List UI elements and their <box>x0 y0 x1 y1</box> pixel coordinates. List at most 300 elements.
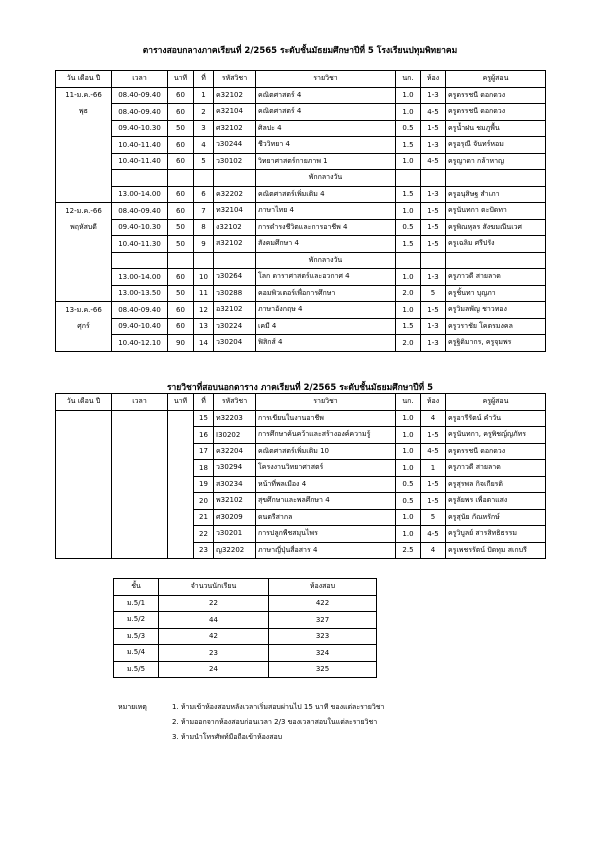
table-cell: 1.0 <box>396 427 421 444</box>
table-cell: ว30201 <box>214 526 256 543</box>
table-cell: โลก ดาราศาสตร์และอวกาศ 4 <box>256 269 396 286</box>
table-cell: 60 <box>168 318 194 335</box>
table-row <box>56 236 546 253</box>
column-header: ครูผู้สอน <box>446 394 546 411</box>
table-cell: ม.5/3 <box>114 628 159 645</box>
table-cell: 1-5 <box>421 476 446 493</box>
table-cell: ว30294 <box>214 460 256 477</box>
table-cell: ส32102 <box>214 236 256 253</box>
table-cell: 1-3 <box>421 87 446 104</box>
table-cell: ครูสุรพล กิจเกียรติ <box>446 476 546 493</box>
table-cell: วิทยาศาสตร์กายภาพ 1 <box>256 153 396 170</box>
table-cell: ครูวราชัย โคตรมงคล <box>446 318 546 335</box>
date-cell <box>56 120 112 137</box>
table-cell: ครูวิมลพัญ ชาวทอง <box>446 302 546 319</box>
table-cell: ครูพิณหุลร สังฆมณีนเวศ <box>446 219 546 236</box>
table-cell: 08.40-09.40 <box>112 203 168 220</box>
table-cell: 10.40-11.40 <box>112 153 168 170</box>
table-cell: 1.5 <box>396 186 421 203</box>
table-cell: ญ32202 <box>214 542 256 559</box>
table-cell: 24 <box>159 661 269 678</box>
table-row <box>114 612 377 629</box>
date-cell <box>56 170 112 187</box>
empty-cell <box>112 427 168 444</box>
table-cell: 1-5 <box>421 302 446 319</box>
empty-cell <box>168 427 194 444</box>
note-item: 2. ห้ามออกจากห้องสอบก่อนเวลา 2/3 ของเวลาสอบในแต่ละรายวิชา <box>172 718 378 726</box>
table-cell: ครูสุนัย กัณหรักษ์ <box>446 509 546 526</box>
table-cell: ศ30209 <box>214 509 256 526</box>
empty-cell <box>396 252 421 269</box>
empty-cell <box>112 493 168 510</box>
table-cell: ม.5/4 <box>114 645 159 662</box>
table-row <box>56 120 546 137</box>
empty-cell <box>421 252 446 269</box>
table-cell: ม.5/1 <box>114 595 159 612</box>
note-item: 1. ห้ามเข้าห้องสอบหลังเวลาเริ่มสอบผ่านไป 15 นาที ของแต่ละรายวิชา <box>172 703 385 711</box>
table-cell: 1-3 <box>421 318 446 335</box>
empty-cell <box>168 493 194 510</box>
table-cell: 4-5 <box>421 443 446 460</box>
table-cell: 13 <box>194 318 214 335</box>
table-row <box>56 427 546 444</box>
table-row <box>114 661 377 678</box>
table-cell: สังคมศึกษา 4 <box>256 236 396 253</box>
table-cell: 4 <box>421 542 446 559</box>
table-cell: 13.00-14.00 <box>112 186 168 203</box>
date-cell <box>56 335 112 352</box>
table-row <box>56 170 546 187</box>
table-cell: ครูอรุณี จันทร์หอม <box>446 137 546 154</box>
note-item: 3. ห้ามนำโทรศัพท์มือถือเข้าห้องสอบ <box>172 733 283 741</box>
table-cell: ครูนันทกา, ครูพิชญ์ญภัทร <box>446 427 546 444</box>
empty-cell <box>168 542 194 559</box>
table-row <box>56 269 546 286</box>
table-cell: เคมี 4 <box>256 318 396 335</box>
column-header: นก. <box>396 394 421 411</box>
table-cell: 10.40-12.10 <box>112 335 168 352</box>
table-cell: 1 <box>194 87 214 104</box>
table-cell: ครูดรรชนี ดอกดวง <box>446 87 546 104</box>
table-cell: ศิลปะ 4 <box>256 120 396 137</box>
empty-cell <box>56 427 112 444</box>
table-cell: 323 <box>269 628 377 645</box>
table-cell: ค32204 <box>214 443 256 460</box>
table-cell: ว30288 <box>214 285 256 302</box>
table-cell: 0.5 <box>396 120 421 137</box>
table-cell: 60 <box>168 203 194 220</box>
table-cell: 7 <box>194 203 214 220</box>
lunch-break-cell: พักกลางวัน <box>256 170 396 187</box>
table-cell: ภาษาญี่ปุ่นสื่อสาร 4 <box>256 542 396 559</box>
column-header: นาที <box>168 71 194 88</box>
table-cell: ส30234 <box>214 476 256 493</box>
table-cell: 10.40-11.30 <box>112 236 168 253</box>
table-cell: ว30224 <box>214 318 256 335</box>
date-cell: 11-ม.ค.-66 <box>56 87 112 104</box>
table-cell: 8 <box>194 219 214 236</box>
column-header: ห้อง <box>421 394 446 411</box>
table-cell: 4-5 <box>421 153 446 170</box>
table-cell: 23 <box>194 542 214 559</box>
table-cell: ว30204 <box>214 335 256 352</box>
table-cell: การดำรงชีวิตและการอาชีพ 4 <box>256 219 396 236</box>
table-cell: 4-5 <box>421 104 446 121</box>
table-cell: 1.0 <box>396 269 421 286</box>
column-header: วัน เดือน ปี <box>56 394 112 411</box>
empty-cell <box>112 252 168 269</box>
table-cell: 2 <box>194 104 214 121</box>
column-header: วัน เดือน ปี <box>56 71 112 88</box>
table-cell: 17 <box>194 443 214 460</box>
table-cell: ภาษาไทย 4 <box>256 203 396 220</box>
date-cell <box>56 269 112 286</box>
table-row <box>114 628 377 645</box>
empty-cell <box>56 493 112 510</box>
table-cell: ครูน้ำฝน ชมภูพื้น <box>446 120 546 137</box>
table-cell: คณิตศาสตร์เพิ่มเติม 10 <box>256 443 396 460</box>
table-cell: 08.40-09.40 <box>112 104 168 121</box>
table-cell: ศ32102 <box>214 120 256 137</box>
table-cell: ว30264 <box>214 269 256 286</box>
table-cell: 2.5 <box>396 542 421 559</box>
table-cell: 1.0 <box>396 410 421 427</box>
table-cell: ภาษาอังกฤษ 4 <box>256 302 396 319</box>
table-cell: 50 <box>168 219 194 236</box>
table-cell: 09.40-10.30 <box>112 120 168 137</box>
table-cell: พ32102 <box>214 493 256 510</box>
table-cell: ดนตรีสากล <box>256 509 396 526</box>
date-cell <box>56 137 112 154</box>
out-of-schedule-table <box>55 393 546 559</box>
empty-cell <box>56 460 112 477</box>
table-cell: ท32203 <box>214 410 256 427</box>
table-cell: 2.0 <box>396 285 421 302</box>
column-header: รหัสวิชา <box>214 394 256 411</box>
date-cell: 13-ม.ค.-66 <box>56 302 112 319</box>
lunch-break-cell: พักกลางวัน <box>256 252 396 269</box>
table-cell: 60 <box>168 104 194 121</box>
empty-cell <box>446 170 546 187</box>
table-cell: ครูนันทกา ตะปัดทา <box>446 203 546 220</box>
table-cell: การปลูกพืชสมุนไพร <box>256 526 396 543</box>
table-row <box>114 645 377 662</box>
table-cell: 1.0 <box>396 302 421 319</box>
table-cell: 1-5 <box>421 203 446 220</box>
date-cell <box>56 153 112 170</box>
table-cell: 5 <box>194 153 214 170</box>
table-cell: 1.0 <box>396 104 421 121</box>
table-cell: 18 <box>194 460 214 477</box>
table-cell: 2.0 <box>396 335 421 352</box>
table-cell: 60 <box>168 137 194 154</box>
empty-cell <box>56 542 112 559</box>
table-cell: 10 <box>194 269 214 286</box>
table-cell: 1.5 <box>396 137 421 154</box>
table-cell: 13.00-13.50 <box>112 285 168 302</box>
empty-cell <box>56 443 112 460</box>
table-cell: ครูเฉลิม ศรีปรัง <box>446 236 546 253</box>
table-cell: 22 <box>159 595 269 612</box>
empty-cell <box>446 252 546 269</box>
midterm-schedule-table <box>55 70 546 352</box>
column-header: นก. <box>396 71 421 88</box>
table-cell: 1-3 <box>421 137 446 154</box>
table-cell: ชีววิทยา 4 <box>256 137 396 154</box>
table-cell: 20 <box>194 493 214 510</box>
date-cell <box>56 186 112 203</box>
table-cell: 44 <box>159 612 269 629</box>
column-header: ห้องสอบ <box>269 579 377 596</box>
table-row <box>56 87 546 104</box>
table-cell: คณิตศาสตร์ 4 <box>256 104 396 121</box>
table-row <box>56 493 546 510</box>
table-row <box>56 335 546 352</box>
table-cell: สุขศึกษาและพลศึกษา 4 <box>256 493 396 510</box>
table-cell: 12 <box>194 302 214 319</box>
table-row <box>56 410 546 427</box>
table-cell: 42 <box>159 628 269 645</box>
table-row <box>56 285 546 302</box>
empty-cell <box>112 476 168 493</box>
table-row <box>56 526 546 543</box>
table-cell: 16 <box>194 427 214 444</box>
empty-cell <box>168 460 194 477</box>
table-cell: 09.40-10.30 <box>112 219 168 236</box>
table-row <box>56 318 546 335</box>
column-header: ที่ <box>194 394 214 411</box>
empty-cell <box>214 252 256 269</box>
table-cell: 5 <box>421 285 446 302</box>
table-cell: 1-5 <box>421 236 446 253</box>
date-cell: 12-ม.ค.-66 <box>56 203 112 220</box>
exam-room-table <box>113 578 377 678</box>
table-cell: ครูดรรชนี ดอกดวง <box>446 443 546 460</box>
table-cell: ครูภาวดี สายลาด <box>446 460 546 477</box>
date-cell: พฤหัสบดี <box>56 219 112 236</box>
table-cell: 50 <box>168 120 194 137</box>
table-cell: ค32104 <box>214 104 256 121</box>
empty-cell <box>168 526 194 543</box>
table-row <box>56 252 546 269</box>
table-cell: I30202 <box>214 427 256 444</box>
table-cell: 60 <box>168 302 194 319</box>
table-cell: 1.0 <box>396 87 421 104</box>
empty-cell <box>168 509 194 526</box>
column-header: รหัสวิชา <box>214 71 256 88</box>
table-cell: ครูวิบูลย์ สารสิทธิธรรม <box>446 526 546 543</box>
table-row <box>56 302 546 319</box>
table-cell: 4 <box>194 137 214 154</box>
table-cell: 1 <box>421 460 446 477</box>
table-cell: ม.5/5 <box>114 661 159 678</box>
table-row <box>56 219 546 236</box>
column-header: รายวิชา <box>256 71 396 88</box>
table-cell: คณิตศาสตร์ 4 <box>256 87 396 104</box>
table-cell: 327 <box>269 612 377 629</box>
empty-cell <box>56 410 112 427</box>
table-cell: 1-5 <box>421 427 446 444</box>
table-cell: 1-5 <box>421 219 446 236</box>
table-cell: การศึกษาค้นคว้าและสร้างองค์ความรู้ <box>256 427 396 444</box>
column-header: ห้อง <box>421 71 446 88</box>
empty-cell <box>112 526 168 543</box>
column-header: เวลา <box>112 394 168 411</box>
table-cell: การเขียนในงานอาชีพ <box>256 410 396 427</box>
empty-cell <box>214 170 256 187</box>
table-cell: อ32102 <box>214 302 256 319</box>
table-cell: 60 <box>168 269 194 286</box>
table-cell: 21 <box>194 509 214 526</box>
table-cell: ครูเพชรรัตน์ ปัดทุม สเกบรี <box>446 542 546 559</box>
exam-schedule-title: ตารางสอบกลางภาคเรียนที่ 2/2565 ระดับชั้นมัธยมศึกษาปีที่ 5 โรงเรียนปทุมพิทยาคม <box>142 46 458 56</box>
table-cell: 0.5 <box>396 493 421 510</box>
table-cell: 4 <box>421 410 446 427</box>
empty-cell <box>112 509 168 526</box>
table-cell: 19 <box>194 476 214 493</box>
table-cell: ม.5/2 <box>114 612 159 629</box>
table-cell: ท32104 <box>214 203 256 220</box>
table-row <box>56 203 546 220</box>
date-cell <box>56 252 112 269</box>
empty-cell <box>56 509 112 526</box>
table-row <box>56 186 546 203</box>
table-cell: 22 <box>194 526 214 543</box>
table-cell: ครูอนุสิษฐ สำเภา <box>446 186 546 203</box>
table-cell: 1-3 <box>421 269 446 286</box>
table-cell: คอมพิวเตอร์เพื่อการศึกษา <box>256 285 396 302</box>
table-cell: 1.0 <box>396 460 421 477</box>
table-row <box>56 460 546 477</box>
table-cell: 1.0 <box>396 509 421 526</box>
table-cell: คณิตศาสตร์เพิ่มเติม 4 <box>256 186 396 203</box>
table-cell: 50 <box>168 285 194 302</box>
table-cell: ครูญาดา กล้าหาญ <box>446 153 546 170</box>
column-header: ชั้น <box>114 579 159 596</box>
table-cell: 09.40-10.40 <box>112 318 168 335</box>
table-cell: 60 <box>168 186 194 203</box>
table-cell: 1-5 <box>421 120 446 137</box>
table-cell: 6 <box>194 186 214 203</box>
empty-cell <box>168 476 194 493</box>
column-header: เวลา <box>112 71 168 88</box>
table-cell: 0.5 <box>396 476 421 493</box>
empty-cell <box>168 252 194 269</box>
table-cell: 08.40-09.40 <box>112 302 168 319</box>
table-cell: 1.0 <box>396 526 421 543</box>
table-cell: 9 <box>194 236 214 253</box>
table-cell: 1-3 <box>421 186 446 203</box>
table-cell: 324 <box>269 645 377 662</box>
table-cell: 90 <box>168 335 194 352</box>
empty-cell <box>396 170 421 187</box>
column-header: ครูผู้สอน <box>446 71 546 88</box>
table-row <box>114 595 377 612</box>
table-row <box>56 137 546 154</box>
table-row <box>56 153 546 170</box>
empty-cell <box>168 410 194 427</box>
table-cell: 4-5 <box>421 526 446 543</box>
table-cell: 1.0 <box>396 443 421 460</box>
table-cell: 60 <box>168 153 194 170</box>
date-cell <box>56 285 112 302</box>
table-cell: ว30102 <box>214 153 256 170</box>
table-cell: ง32102 <box>214 219 256 236</box>
table-cell: ครูชิ้นทา บุญภา <box>446 285 546 302</box>
table-cell: 50 <box>168 236 194 253</box>
table-cell: 23 <box>159 645 269 662</box>
table-cell: ค32102 <box>214 87 256 104</box>
date-cell: พุธ <box>56 104 112 121</box>
table-cell: 10.40-11.40 <box>112 137 168 154</box>
empty-cell <box>194 252 214 269</box>
date-cell <box>56 236 112 253</box>
table-cell: 0.5 <box>396 219 421 236</box>
empty-cell <box>168 170 194 187</box>
table-cell: 15 <box>194 410 214 427</box>
table-row <box>56 542 546 559</box>
table-cell: 5 <box>421 509 446 526</box>
column-header: ที่ <box>194 71 214 88</box>
empty-cell <box>112 460 168 477</box>
empty-cell <box>112 170 168 187</box>
table-cell: 14 <box>194 335 214 352</box>
column-header: จำนวนนักเรียน <box>159 579 269 596</box>
table-cell: 13.00-14.00 <box>112 269 168 286</box>
table-cell: ครูภาวดี สายลาด <box>446 269 546 286</box>
date-cell: ศุกร์ <box>56 318 112 335</box>
table-cell: ครูฐิติมากร, ครูจุมพร <box>446 335 546 352</box>
table-cell: 08.40-09.40 <box>112 87 168 104</box>
table-cell: ครูอารีรัตน์ คำวัน <box>446 410 546 427</box>
table-row <box>56 104 546 121</box>
table-cell: 1.0 <box>396 203 421 220</box>
table-cell: 1-3 <box>421 335 446 352</box>
table-cell: ครูดรรชนี ดอกดวง <box>446 104 546 121</box>
empty-cell <box>112 443 168 460</box>
table-cell: 1-5 <box>421 493 446 510</box>
table-cell: 422 <box>269 595 377 612</box>
table-cell: 3 <box>194 120 214 137</box>
table-row <box>56 509 546 526</box>
table-row <box>56 443 546 460</box>
table-cell: 1.5 <box>396 318 421 335</box>
table-cell: โครงงานวิทยาศาสตร์ <box>256 460 396 477</box>
column-header: นาที <box>168 394 194 411</box>
table-cell: ฟิสิกส์ 4 <box>256 335 396 352</box>
empty-cell <box>112 542 168 559</box>
table-cell: 60 <box>168 87 194 104</box>
notes-label: หมายเหตุ <box>118 703 147 711</box>
empty-cell <box>421 170 446 187</box>
table-cell: ว30244 <box>214 137 256 154</box>
empty-cell <box>112 410 168 427</box>
table-cell: หน้าที่พลเมือง 4 <box>256 476 396 493</box>
table-cell: 11 <box>194 285 214 302</box>
empty-cell <box>56 526 112 543</box>
out-of-schedule-title: รายวิชาที่สอบนอกตาราง ภาคเรียนที่ 2/2565 ระดับชั้นมัธยมศึกษาปีที่ 5 <box>166 383 434 393</box>
table-cell: ค32202 <box>214 186 256 203</box>
column-header: รายวิชา <box>256 394 396 411</box>
table-row <box>56 476 546 493</box>
table-cell: 1.5 <box>396 236 421 253</box>
table-cell: ครูลัยพร เพื่อตาแสง <box>446 493 546 510</box>
empty-cell <box>168 443 194 460</box>
empty-cell <box>56 476 112 493</box>
table-cell: 325 <box>269 661 377 678</box>
table-cell: 1.0 <box>396 153 421 170</box>
empty-cell <box>194 170 214 187</box>
